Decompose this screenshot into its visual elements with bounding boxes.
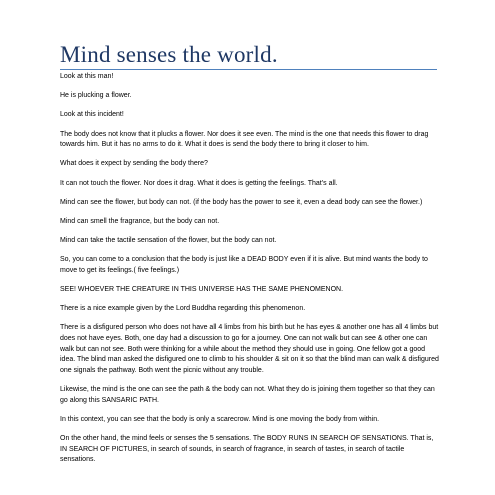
paragraph: Look at this man! xyxy=(60,73,114,80)
paragraph: The body does not know that it plucks a flower. Nor does it see even. The mind is the one that needs this flower to drag towards him. But it has no arms to do it. What it does is send the body there to bring it closer to him. xyxy=(60,130,429,149)
paragraph: Mind can take the tactile sensation of the flower, but the body can not. xyxy=(60,237,277,245)
paragraph: Likewise, the mind is the one can see the path & the body can not. What they do is joining them together so that they can go along this SANSARIC PATH. xyxy=(60,386,435,404)
page-title: Mind senses the world. xyxy=(60,42,278,67)
paragraph: There is a disfigured person who does not have all 4 limbs from his birth but he has eyes & another one has all 4 limbs but does not have eyes. Both, one day had a discussion to go for a journey. One can not walk but can see & other one can walk but can not see. Both were thinking for a while about the method they should use in going. One fellow got a good idea. The blind man asked the disfigured one to climb to his shoulder & sit on it so that the blind man can walk & disfigured one signals the pathway. Both went the picnic without any trouble. xyxy=(60,324,439,374)
paragraph: So, you can come to a conclusion that the body is just like a DEAD BODY even if it is alive. But mind wants the body to move to get its feelings.( five feelings.) xyxy=(60,256,428,274)
paragraph: In this context, you can see that the body is only a scarecrow. Mind is one moving the body from within. xyxy=(60,415,380,423)
title-underline xyxy=(60,69,437,70)
paragraph: On the other hand, the mind feels or senses the 5 sensations. The BODY RUNS IN SEARCH OF SENSATIONS. That is, IN SEARCH OF PICTURES, in search of sounds, in search of fragrance, in search of tastes, in search of tactile sensations. xyxy=(60,434,434,464)
paragraph: There is a nice example given by the Lord Buddha regarding this phenomenon. xyxy=(60,305,306,313)
paragraph: Mind can smell the fragrance, but the body can not. xyxy=(60,217,220,225)
paragraph: He is plucking a flower. xyxy=(60,92,132,100)
paragraph: SEE! WHOEVER THE CREATURE IN THIS UNIVERSE HAS THE SAME PHENOMENON. xyxy=(60,286,344,294)
paragraph: Mind can see the flower, but body can not. (if the body has the power to see it, even a dead body can see the flower.) xyxy=(60,198,423,206)
paragraph: Look at this incident! xyxy=(60,111,124,119)
paragraph: It can not touch the flower. Nor does it drag. What it does is getting the feelings. That’s all. xyxy=(60,179,338,187)
document-body xyxy=(60,72,440,474)
paragraph: What does it expect by sending the body there? xyxy=(60,160,208,168)
